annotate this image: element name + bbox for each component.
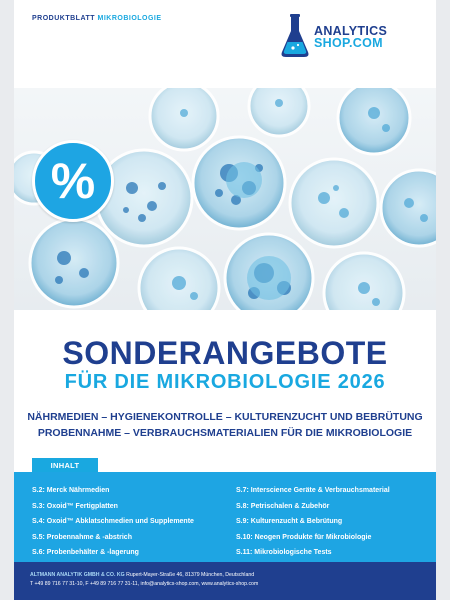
toc-item[interactable]: S.4: Oxoid™ Abklatschmedien und Supplemente bbox=[32, 518, 194, 525]
tagline-1: NÄHRMEDIEN – HYGIENEKONTROLLE – KULTURENZUCHT UND BEBRÜTUNG bbox=[27, 411, 423, 423]
footer-company: ALTMANN ANALYTIK GMBH & CO. KG bbox=[30, 572, 125, 578]
toc-item[interactable]: S.10: Neogen Produkte für Mikrobiologie bbox=[236, 533, 372, 541]
footer-address: Rupert-Mayer-Straße 46, 81379 München, Deutschland bbox=[126, 572, 255, 578]
logo-line-1: ANALYTICS bbox=[314, 24, 388, 38]
flask-logo-icon bbox=[280, 14, 310, 58]
toc-item[interactable]: S.3: Oxoid™ Fertigplatten bbox=[32, 502, 118, 510]
contents-column-left bbox=[32, 483, 194, 561]
page-title: SONDERANGEBOTE bbox=[62, 335, 388, 371]
product-sheet-page bbox=[14, 0, 436, 600]
footer bbox=[14, 562, 436, 600]
logo-line-2: SHOP.COM bbox=[314, 36, 383, 50]
document-label bbox=[32, 15, 162, 22]
logo-wordmark bbox=[314, 25, 387, 49]
contents-tab-label: INHALT bbox=[32, 458, 98, 472]
footer-contact[interactable]: T +49 89 716 77 31-10, F +49 89 716 77 31-11, info@analytics-shop.com, www.analytics-shop.com bbox=[30, 581, 259, 587]
petri-dish-photo bbox=[14, 88, 436, 310]
discount-percent-badge: % bbox=[32, 140, 114, 222]
toc-item[interactable]: S.5: Probennahme & -abstrich bbox=[32, 533, 132, 541]
toc-item[interactable]: S.8: Petrischalen & Zubehör bbox=[236, 502, 330, 510]
toc-item[interactable]: S.11: Mikrobiologische Tests bbox=[236, 549, 332, 556]
toc-item[interactable]: S.2: Merck Nährmedien bbox=[32, 487, 110, 494]
contents-panel bbox=[14, 472, 436, 562]
toc-item[interactable]: S.7: Interscience Geräte & Verbrauchsmaterial bbox=[236, 487, 390, 494]
contents-column-right bbox=[236, 483, 390, 561]
page-subtitle: FÜR DIE MIKROBIOLOGIE 2026 bbox=[64, 371, 386, 393]
document-label-type: PRODUKTBLATT bbox=[32, 15, 96, 22]
document-label-topic: MIKROBIOLOGIE bbox=[97, 15, 162, 22]
footer-address-line bbox=[30, 571, 254, 579]
toc-item[interactable]: S.9: Kulturenzucht & Bebrütung bbox=[236, 518, 343, 525]
toc-item[interactable]: S.6: Probenbehälter & -lagerung bbox=[32, 549, 139, 556]
tagline-2: PROBENNAHME – VERBRAUCHSMATERIALIEN FÜR DIE MIKROBIOLOGIE bbox=[37, 427, 413, 439]
analytics-shop-logo[interactable] bbox=[280, 14, 420, 58]
